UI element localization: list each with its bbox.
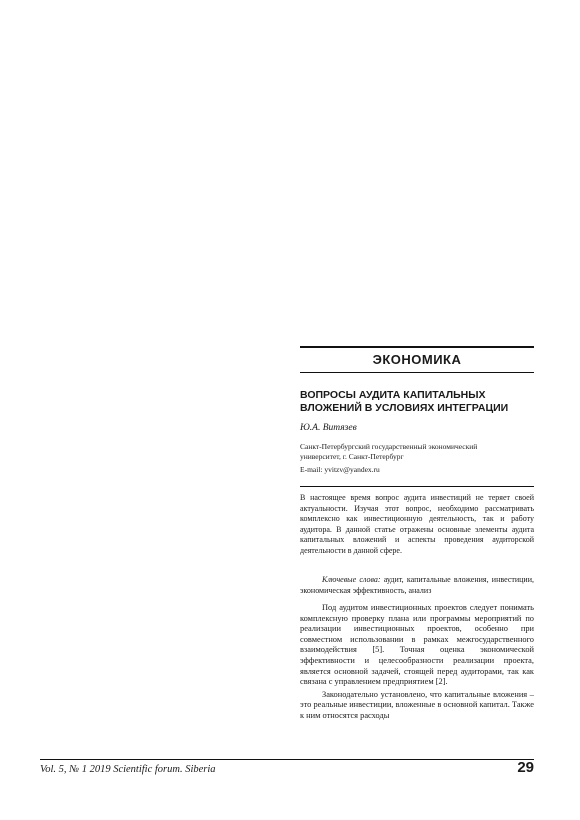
article-title-line-1: ВОПРОСЫ АУДИТА КАПИТАЛЬНЫХ bbox=[300, 389, 486, 401]
author-email: E-mail: yvitzv@yandex.ru bbox=[300, 465, 380, 474]
affiliation-line-1: Санкт-Петербургский государственный экономический bbox=[300, 442, 478, 451]
body-paragraph-2: Законодательно установлено, что капитальные вложения – это реальные инвестиции, вложенные в основной капитал. Также к ним относятся расходы bbox=[300, 689, 534, 720]
abstract-rule bbox=[300, 486, 534, 487]
body-paragraph-1: Под аудитом инвестиционных проектов следует понимать комплексную проверку плана или программы мероприятий по реализации инвестиционных проектов, особенно при совместном использовании в рамках межгосударственного взаимодействия [5]. Точная оценка экономической эффективности и целесообразности реализации проекта, является основной задачей, стоящей перед аудиторами, так как связана с управлением предприятием [2]. bbox=[300, 603, 534, 687]
keywords bbox=[300, 575, 534, 596]
affiliation-line-2: университет, г. Санкт-Петербург bbox=[300, 452, 404, 461]
abstract: В настоящее время вопрос аудита инвестиций не теряет своей актуальности. Изучая этот вопрос, необходимо рассматривать комплексно как инвестиционную деятельность, так и работу аудитора. В данной статье отражены основные элементы аудита капитальных вложений и аспекты проведения аудиторской деятельности в данной сфере. bbox=[300, 493, 534, 555]
page-number: 29 bbox=[517, 759, 534, 776]
section-bottom-rule bbox=[300, 372, 534, 373]
article-body bbox=[300, 603, 534, 724]
keywords-text: аудит, капитальные вложения, инвестиции, экономическая эффективность, анализ bbox=[300, 575, 534, 595]
article-title-line-2: ВЛОЖЕНИЙ В УСЛОВИЯХ ИНТЕГРАЦИИ bbox=[300, 402, 509, 414]
footer-journal-info: Vol. 5, № 1 2019 Scientific forum. Siberia bbox=[40, 764, 216, 775]
footer-rule bbox=[40, 759, 534, 760]
author-affiliation bbox=[300, 442, 534, 462]
section-heading: ЭКОНОМИКА bbox=[372, 352, 462, 367]
keywords-label: Ключевые слова: bbox=[322, 575, 381, 584]
section-top-rule bbox=[300, 346, 534, 348]
author-name: Ю.А. Витязев bbox=[300, 423, 357, 433]
article-title bbox=[300, 389, 534, 415]
